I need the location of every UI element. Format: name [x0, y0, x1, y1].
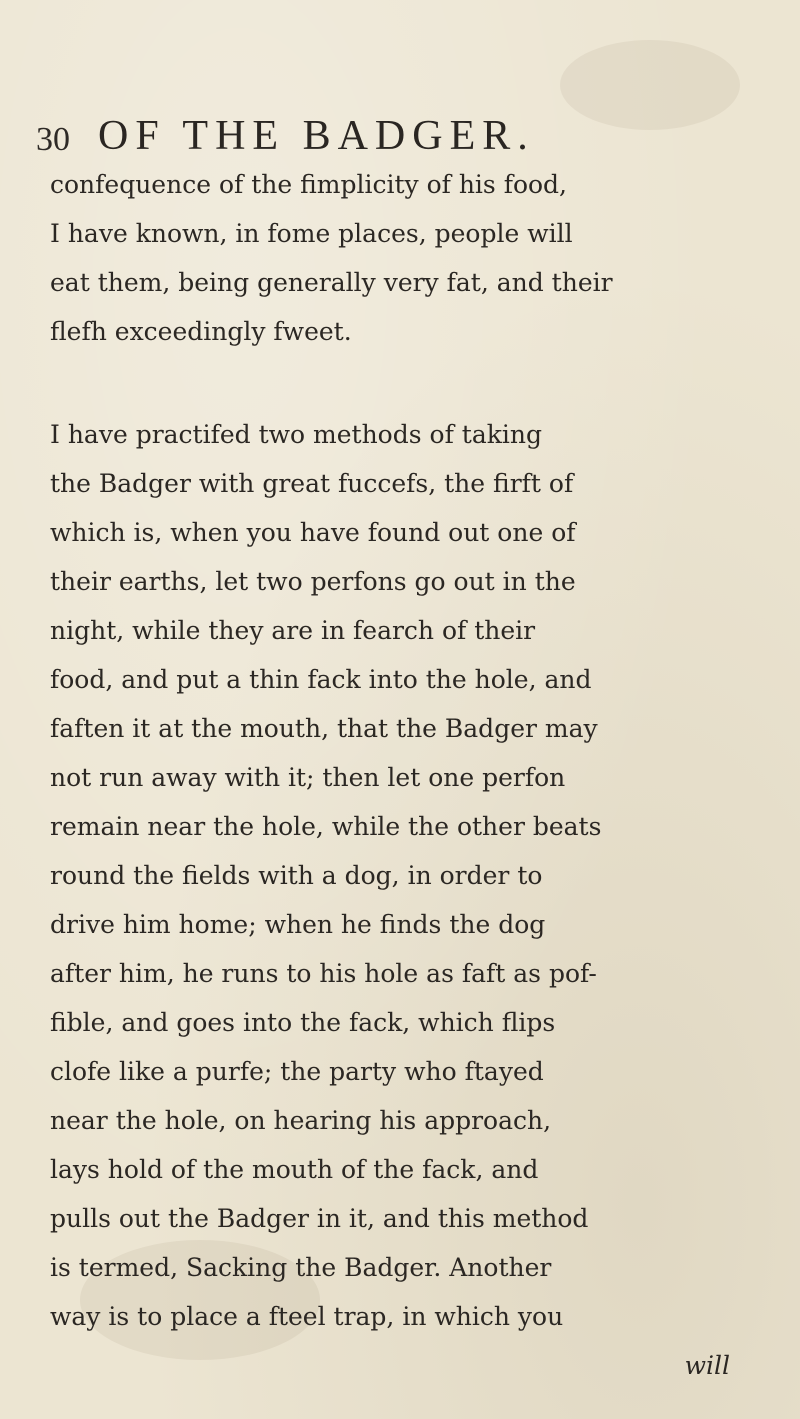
- catchword: will: [684, 1351, 730, 1380]
- text-line: way is to place a fteel trap, in which you: [50, 1302, 564, 1331]
- text-line: after him, he runs to his hole as faft as pof-: [50, 959, 597, 988]
- text-line: food, and put a thin fack into the hole, and: [50, 665, 592, 694]
- text-line: their earths, let two perfons go out in the: [50, 567, 576, 596]
- text-line: not run away with it; then let one perfon: [50, 763, 566, 792]
- text-line: lays hold of the mouth of the fack, and: [50, 1155, 539, 1184]
- text-line: drive him home; when he finds the dog: [50, 910, 546, 939]
- running-title: OF THE BADGER.: [98, 113, 535, 159]
- text-line: confequence of the fimplicity of his food,: [50, 170, 568, 199]
- paragraph-1: [50, 160, 750, 356]
- text-line: flefh exceedingly fweet.: [50, 317, 352, 346]
- page-header: [36, 112, 736, 164]
- text-line: remain near the hole, while the other beats: [50, 812, 602, 841]
- text-line: I have practifed two methods of taking: [50, 420, 542, 449]
- text-line: the Badger with great fuccefs, the firft of: [50, 469, 574, 498]
- text-line: pulls out the Badger in it, and this method: [50, 1204, 589, 1233]
- text-line: fible, and goes into the fack, which flips: [50, 1008, 556, 1037]
- text-line: round the fields with a dog, in order to: [50, 861, 543, 890]
- text-line: is termed, Sacking the Badger. Another: [50, 1253, 552, 1282]
- text-line: which is, when you have found out one of: [50, 518, 576, 547]
- page-number: 30: [36, 121, 70, 158]
- text-line: night, while they are in fearch of their: [50, 616, 536, 645]
- paragraph-2: [50, 410, 750, 1390]
- text-line: I have known, in fome places, people will: [50, 219, 573, 248]
- text-line: eat them, being generally very fat, and their: [50, 268, 613, 297]
- text-line: near the hole, on hearing his approach,: [50, 1106, 552, 1135]
- text-line: clofe like a purfe; the party who ftayed: [50, 1057, 544, 1086]
- body-text: [50, 160, 750, 1390]
- text-line: faften it at the mouth, that the Badger may: [50, 714, 598, 743]
